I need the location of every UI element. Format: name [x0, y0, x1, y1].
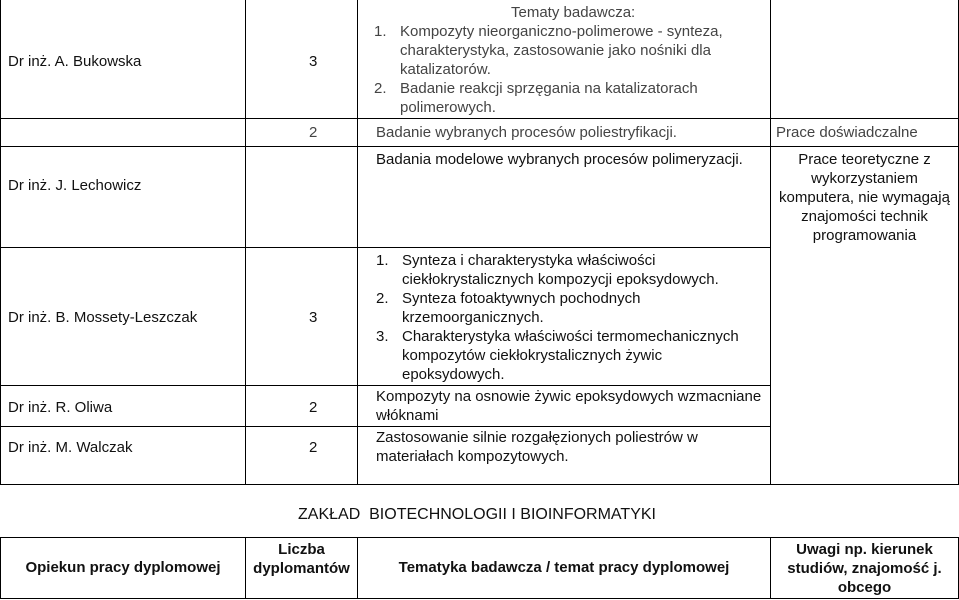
thesis-count: 2 [309, 399, 318, 416]
topics-heading: Tematy badawcza: [511, 4, 636, 21]
header-topic: Tematyka badawcza / temat pracy dyplomowej [398, 559, 730, 576]
thesis-count: 2 [309, 439, 318, 456]
topic-list: 1. Kompozyty nieorganiczno-polimerowe - synteza, charakterystyka, zastosowanie jako nośniki dla katalizatorów. 2. Badanie reakcji sprzęgania na katalizatorach polimerowych. [374, 23, 723, 116]
col-divider-1 [245, 0, 246, 484]
topic-text: Badania modelowe wybranych procesów polimeryzacji. [376, 151, 743, 168]
header-advisor: Opiekun pracy dyplomowej [25, 559, 221, 576]
advisor-name: Dr inż. A. Bukowska [8, 53, 142, 70]
advisor-name: Dr inż. J. Lechowicz [8, 177, 142, 194]
header-notes: Uwagi np. kierunek studiów, znajomość j. obcego [787, 541, 942, 596]
notes-text: Prace doświadczalne [776, 124, 918, 141]
col-divider-2 [357, 0, 358, 484]
thesis-count: 3 [309, 53, 318, 70]
row-divider [0, 426, 770, 427]
thesis-count: 3 [309, 309, 318, 326]
topic-text: Zastosowanie silnie rozgałęzionych poliestrów w materiałach kompozytowych. [376, 429, 698, 465]
topic-text: Badanie wybranych procesów poliestryfikacji. [376, 124, 677, 141]
topic-list: 1. Synteza i charakterystyka właściwości ciekłokrystalicznych kompozycji epoksydowych. 2. Synteza fotoaktywnych pochodnych krzemoorganicznych. 3. Charakterystyka właściwości termomechanicznych kompozytów ciekłokrystalicznych żywic epoksydowych. [376, 252, 739, 383]
header-border-bottom [0, 598, 959, 599]
row-divider [0, 385, 770, 386]
notes-text: Prace teoretyczne z wykorzystaniem komputera, nie wymagają znajomości technik programowania [779, 151, 950, 244]
topic-text: Kompozyty na osnowie żywic epoksydowych wzmacniane włóknami [376, 388, 762, 424]
header-border-top [0, 537, 959, 538]
advisor-name: Dr inż. M. Walczak [8, 439, 133, 456]
row-divider [0, 118, 959, 119]
advisor-name: Dr inż. B. Mossety-Leszczak [8, 309, 198, 326]
advisor-name: Dr inż. R. Oliwa [8, 399, 113, 416]
row-divider [0, 247, 770, 248]
thesis-count: 2 [309, 124, 318, 141]
table-border-left [0, 0, 1, 484]
section-title: ZAKŁAD BIOTECHNOLOGII I BIOINFORMATYKI [298, 506, 656, 523]
row-divider [0, 146, 959, 147]
table-border-bottom [0, 484, 959, 485]
header-count: Liczba dyplomantów [253, 541, 350, 577]
